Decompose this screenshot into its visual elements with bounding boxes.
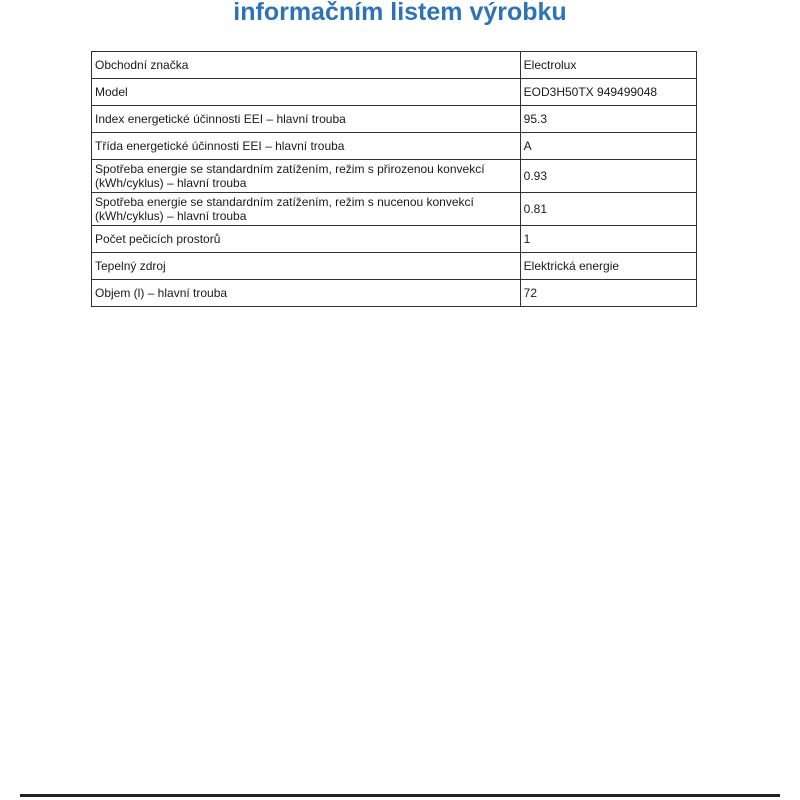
table-row-eei-class [92,133,697,160]
table-row-volume [92,280,697,307]
row-value: Elektrická energie [520,253,696,280]
row-value: 0.81 [520,193,696,226]
product-info-table [91,51,697,307]
row-value: 1 [520,226,696,253]
row-label: Spotřeba energie se standardním zatížením, režim s nucenou konvekcí (kWh/cyklus) – hlavní trouba [92,193,521,226]
row-label: Objem (l) – hlavní trouba [92,280,521,307]
row-value: A [520,133,696,160]
row-label: Počet pečicích prostorů [92,226,521,253]
bottom-divider [20,794,780,797]
table-row-heat-source [92,253,697,280]
table-row-model [92,79,697,106]
row-value: Electrolux [520,52,696,79]
row-label: Tepelný zdroj [92,253,521,280]
row-label: Obchodní značka [92,52,521,79]
row-value: 72 [520,280,696,307]
row-label: Spotřeba energie se standardním zatížením, režim s přirozenou konvekcí (kWh/cyklus) – hlavní trouba [92,160,521,193]
page-title: informačním listem výrobku [233,0,567,26]
row-value: 0.93 [520,160,696,193]
row-label: Index energetické účinnosti EEI – hlavní trouba [92,106,521,133]
table-row-consumption-forced [92,193,697,226]
row-label: Model [92,79,521,106]
row-value: 95.3 [520,106,696,133]
table-row-eei-index [92,106,697,133]
table-row-brand [92,52,697,79]
table-row-cavities [92,226,697,253]
row-value: EOD3H50TX 949499048 [520,79,696,106]
row-label: Třída energetické účinnosti EEI – hlavní trouba [92,133,521,160]
table-row-consumption-natural [92,160,697,193]
